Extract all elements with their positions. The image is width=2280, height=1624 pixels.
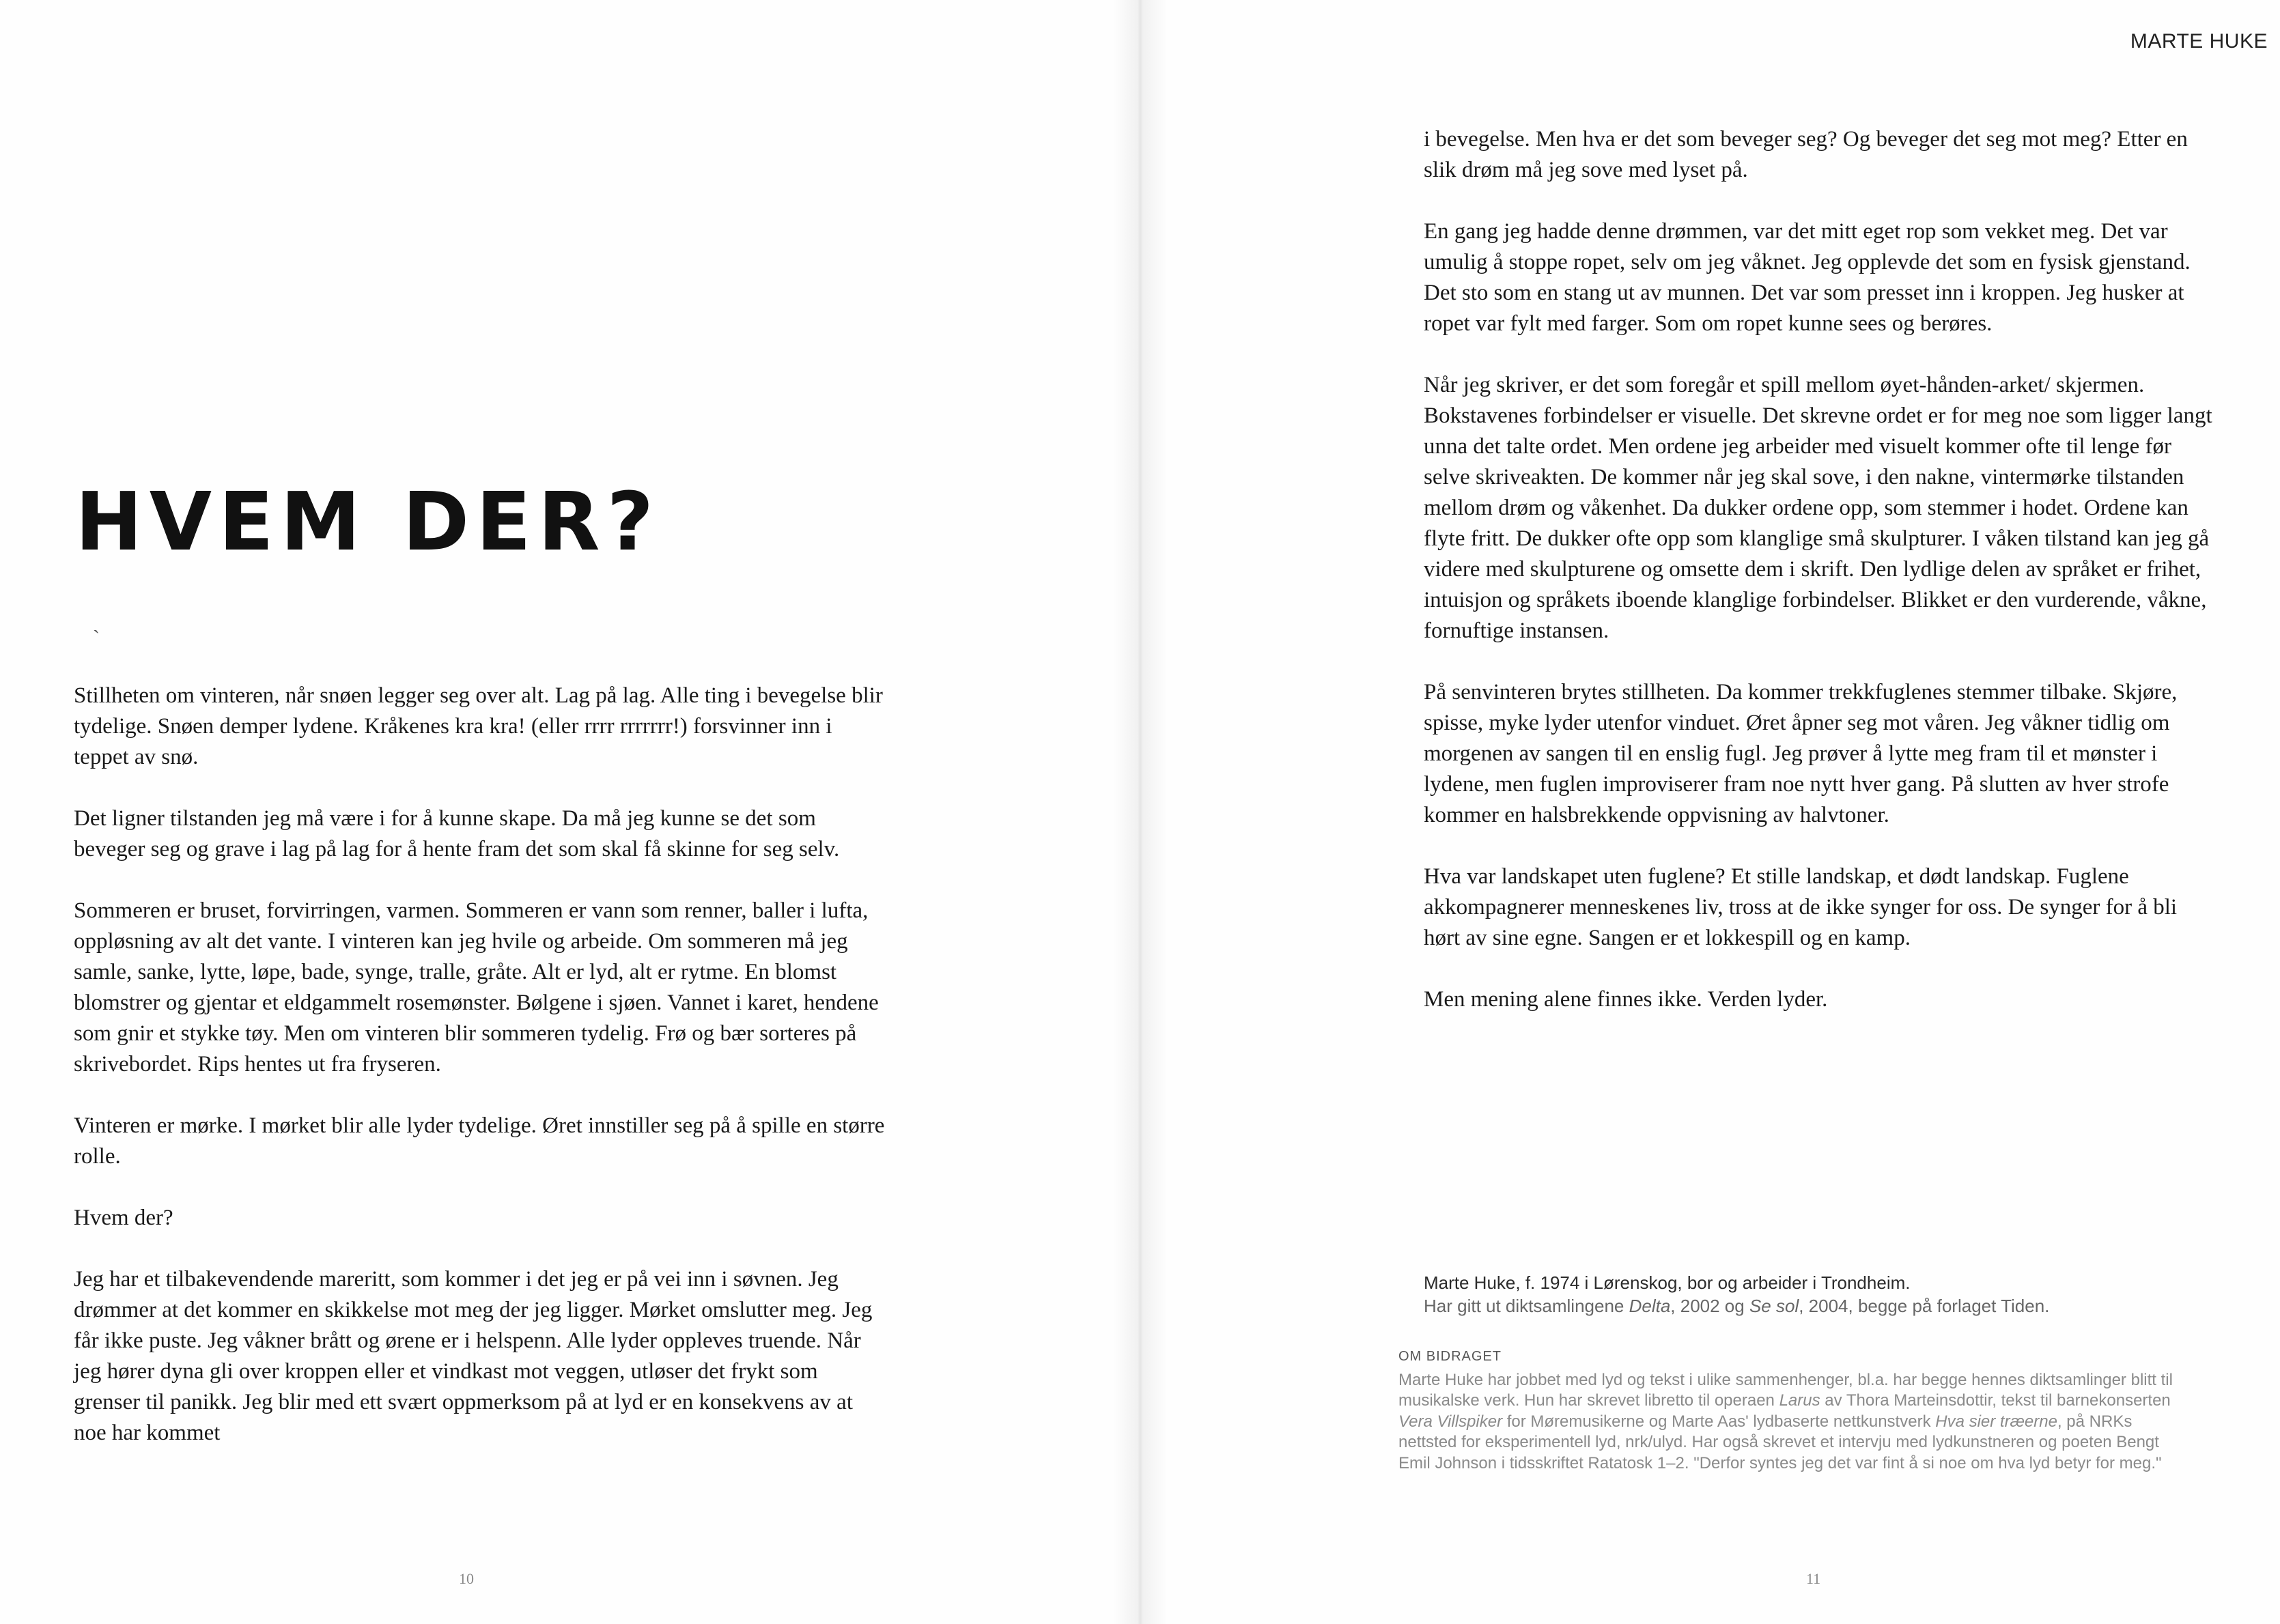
bio-text: Har gitt ut diktsamlingene bbox=[1424, 1296, 1629, 1316]
work-title: Vera Villspiker bbox=[1398, 1412, 1503, 1431]
paragraph: i bevegelse. Men hva er det som beveger seg? Og beveger det seg mot meg? Etter en slik drøm må jeg sove med lyset på. bbox=[1424, 127, 2188, 182]
book-title: Delta bbox=[1629, 1296, 1671, 1316]
left-text-column bbox=[74, 681, 886, 1479]
about-contribution bbox=[1398, 1346, 2184, 1474]
about-text-part: av Thora Marteinsdottir, tekst til barnekonserten bbox=[1820, 1391, 2171, 1410]
bio-bibliography bbox=[1424, 1294, 2148, 1317]
bio-line: Marte Huke, f. 1974 i Lørenskog, bor og arbeider i Trondheim. bbox=[1424, 1272, 1911, 1293]
paragraph: En gang jeg hadde denne drømmen, var det mitt eget rop som vekket meg. Det var umulig å stoppe ropet, selv om jeg våknet. Jeg opplevde det som en fysisk gjenstand. Det sto som en stang ut av munnen. Det var som presset inn i kroppen. Jeg husker at ropet var fylt med farger. Som om ropet kunne sees og berøres. bbox=[1424, 219, 2191, 336]
work-title: Hva sier træerne bbox=[1935, 1412, 2057, 1431]
bio-text: , 2004, begge på forlaget Tiden. bbox=[1799, 1296, 2050, 1316]
about-text-part: Marte Huke har jobbet med lyd og tekst i ulike sammenhenger, bl.a. har begge hennes diktsamlinger blitt til musikalske verk. Hun har skrevet libretto til operaen bbox=[1398, 1370, 2173, 1410]
paragraph: Jeg har et tilbakevendende mareritt, som kommer i det jeg er på vei inn i søvnen. Jeg drømmer at det kommer en skikkelse mot meg der jeg ligger. Mørket omslutter meg. Jeg får ikke puste. Jeg våkner brått og ørene er i helspenn. Alle lyder oppleves truende. Når jeg hører dyna gli over kroppen eller et vindkast mot veggen, utløser det frykt som grenser til panikk. Jeg blir med ett svært oppmerksom på at lyd er en konsekvens av at noe har kommet bbox=[74, 1267, 873, 1445]
paragraph: Hvem der? bbox=[74, 1206, 173, 1230]
work-title: Larus bbox=[1779, 1391, 1820, 1410]
paragraph: Hva var landskapet uten fuglene? Et stille landskap, et dødt landskap. Fuglene akkompagnerer menneskenes liv, tross at de ikke synger for oss. De synger for å bli hørt av sine egne. Sangen er et lokkespill og en kamp. bbox=[1424, 864, 2178, 950]
about-text bbox=[1398, 1370, 2184, 1475]
paragraph: Når jeg skriver, er det som foregår et spill mellom øyet-hånden-arket/ skjermen. Bokstavenes forbindelser er visuelle. Det skrevne ordet er for meg noe som ligger langt unna det talte ordet. Men ordene jeg arbeider med visuelt kommer ofte til lenge før selve skriveakten. De kommer når jeg skal sove, i den nakne, vintermørke tilstanden mellom drøm og våkenhet. Da dukker ordene opp, som stemmer i hodet. Ordene kan flyte fritt. De dukker ofte opp som klanglige små skulpturer. I våken tilstand kan jeg gå videre med skulpturene og omsette dem i skrift. Den lydlige delen av språket er frihet, intuisjon og språkets iboende klanglige forbindelser. Blikket er den vurderende, våkne, fornuftige instansen. bbox=[1424, 373, 2212, 643]
book-gutter bbox=[1113, 0, 1168, 1624]
paragraph: Det ligner tilstanden jeg må være i for å kunne skape. Da må jeg kunne se det som beveger seg og grave i lag på lag for å hente fram det som skal få skinne for seg selv. bbox=[74, 806, 840, 861]
page-number-right: 11 bbox=[1806, 1570, 1821, 1587]
book-title: Se sol bbox=[1749, 1296, 1799, 1316]
author-bio bbox=[1424, 1271, 2148, 1317]
about-heading: OM BIDRAGET bbox=[1398, 1349, 1502, 1364]
right-text-column bbox=[1424, 124, 2216, 1015]
paragraph: På senvinteren brytes stillheten. Da kommer trekkfuglenes stemmer tilbake. Skjøre, spisse, myke lyder utenfor vinduet. Øret åpner seg mot våren. Jeg våkner tidlig om morgenen av sangen til en enslig fugl. Jeg prøver å lytte meg fram til et mønster i lydene, men fuglen improviserer fram noe nytt hver gang. På slutten av hver strofe kommer en halsbrekkende oppvisning av halvtoner. bbox=[1424, 680, 2178, 827]
paragraph: Men mening alene finnes ikke. Verden lyder. bbox=[1424, 987, 1828, 1012]
paragraph: Sommeren er bruset, forvirringen, varmen. Sommeren er vann som renner, baller i lufta, oppløsning av alt det vante. I vinteren kan jeg hvile og arbeide. Om sommeren må jeg samle, sanke, lytte, løpe, bade, synge, tralle, gråte. Alt er lyd, alt er rytme. En blomst blomstrer og gjentar et eldgammelt rosemønster. Bølgene i sjøen. Vannet i karet, hendene som gnir et stykke tøy. Men om vinteren blir sommeren tydelig. Frø og bær sorteres på skrivebordet. Rips hentes ut fra fryseren. bbox=[74, 898, 879, 1077]
paragraph: Vinteren er mørke. I mørket blir alle lyder tydelige. Øret innstiller seg på å spille en større rolle. bbox=[74, 1113, 885, 1169]
about-text-part: , på NRKs nettsted for eksperimentell lyd, nrk/ulyd. Har også skrevet et intervju med lydkunstneren og poeten Bengt Emil Johnson i tidsskriftet Ratatosk 1–2. "Derfor syntes jeg det var fint å si noe om hva lyd betyr for meg." bbox=[1398, 1412, 2162, 1472]
paragraph: Stillheten om vinteren, når snøen legger seg over alt. Lag på lag. Alle ting i bevegelse blir tydelige. Snøen demper lydene. Kråkenes kra kra! (eller rrrr rrrrrrr!) forsvinner inn i teppet av snø. bbox=[74, 683, 883, 769]
bio-text: , 2002 og bbox=[1670, 1296, 1749, 1316]
page-number-left: 10 bbox=[459, 1570, 474, 1587]
page-title: HVEM DER? bbox=[75, 474, 661, 569]
stray-mark: ˎ bbox=[93, 611, 100, 633]
running-head: MARTE HUKE bbox=[2130, 30, 2268, 53]
about-text-part: for Møremusikerne og Marte Aas' lydbaserte nettkunstverk bbox=[1502, 1412, 1936, 1431]
